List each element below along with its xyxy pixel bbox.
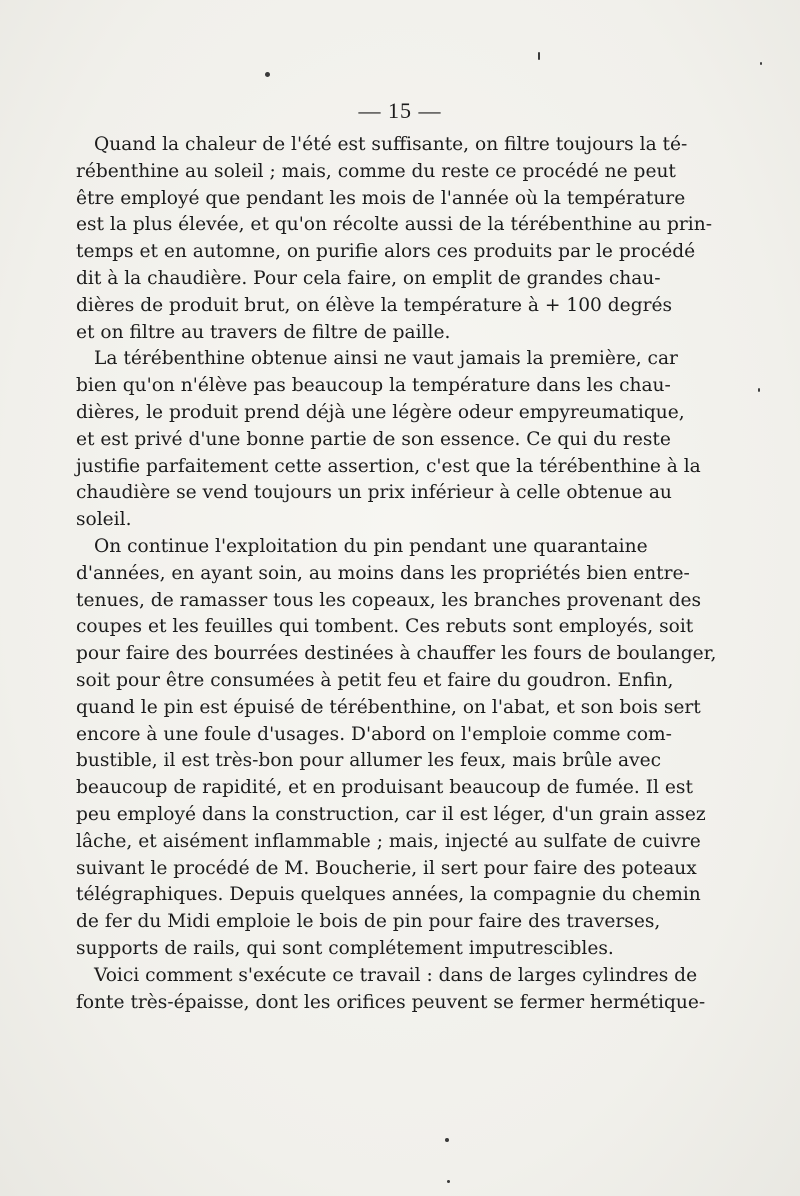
text-line: La térébenthine obtenue ainsi ne vaut jamais la première, car (94, 348, 678, 370)
text-line: coupes et les feuilles qui tombent. Ces rebuts sont employés, soit (76, 616, 694, 638)
text-line: suivant le procédé de M. Boucherie, il sert pour faire des poteaux (76, 857, 697, 879)
text-line: dières, le produit prend déjà une légère odeur empyreumatique, (76, 401, 685, 423)
text-line: bien qu'on n'élève pas beaucoup la température dans les chau- (76, 375, 671, 397)
text-line: pour faire des bourrées destinées à chauffer les fours de boulanger, (76, 643, 717, 665)
paper-speck (445, 1138, 449, 1142)
text-line: être employé que pendant les mois de l'année où la température (76, 187, 686, 209)
paper-speck (538, 52, 540, 60)
text-line: justifie parfaitement cette assertion, c'est que la térébenthine à la (76, 455, 701, 477)
text-line: quand le pin est épuisé de térébenthine, on l'abat, et son bois sert (76, 696, 701, 718)
text-line: télégraphiques. Depuis quelques années, la compagnie du chemin (76, 884, 701, 906)
text-line: lâche, et aisément inflammable ; mais, injecté au sulfate de cuivre (76, 830, 701, 852)
text-line: et est privé d'une bonne partie de son essence. Ce qui du reste (76, 428, 671, 450)
text-line: dit à la chaudière. Pour cela faire, on emplit de grandes chau- (76, 267, 661, 289)
text-line: soit pour être consumées à petit feu et faire du goudron. Enfin, (76, 669, 674, 691)
text-line: temps et en automne, on purifie alors ces produits par le procédé (76, 241, 696, 263)
text-line: tenues, de ramasser tous les copeaux, les branches provenant des (76, 589, 702, 611)
text-line: fonte très-épaisse, dont les orifices peuvent se fermer hermétique- (76, 991, 706, 1013)
text-line: peu employé dans la construction, car il est léger, d'un grain assez (76, 803, 706, 825)
text-line: supports de rails, qui sont complétement imputrescibles. (76, 937, 614, 959)
paper-speck (758, 388, 760, 392)
text-line: encore à une foule d'usages. D'abord on l'emploie comme com- (76, 723, 672, 745)
text-line: de fer du Midi emploie le bois de pin pour faire des traverses, (76, 911, 661, 933)
text-line: d'années, en ayant soin, au moins dans les propriétés bien entre- (76, 562, 690, 584)
text-line: et on filtre au travers de filtre de paille. (76, 321, 451, 343)
text-line: rébenthine au soleil ; mais, comme du reste ce procédé ne peut (76, 160, 676, 182)
body-text (76, 132, 717, 1016)
text-line: On continue l'exploitation du pin pendant une quarantaine (94, 535, 648, 557)
paper-speck (265, 72, 270, 77)
text-line: beaucoup de rapidité, et en produisant beaucoup de fumée. Il est (76, 777, 693, 799)
text-line: est la plus élevée, et qu'on récolte aussi de la térébenthine au prin- (76, 214, 712, 236)
text-line: bustible, il est très-bon pour allumer les feux, mais brûle avec (76, 750, 661, 772)
paper-speck (760, 62, 762, 65)
page-number: — 15 — (358, 98, 442, 123)
paper-speck (447, 1180, 450, 1183)
text-line: Quand la chaleur de l'été est suffisante, on filtre toujours la té- (94, 134, 688, 155)
text-line: dières de produit brut, on élève la température à + 100 degrés (76, 294, 673, 316)
text-line: soleil. (76, 509, 132, 531)
text-line: Voici comment s'exécute ce travail : dans de larges cylindres de (94, 964, 698, 986)
text-line: chaudière se vend toujours un prix inférieur à celle obtenue au (76, 482, 672, 504)
